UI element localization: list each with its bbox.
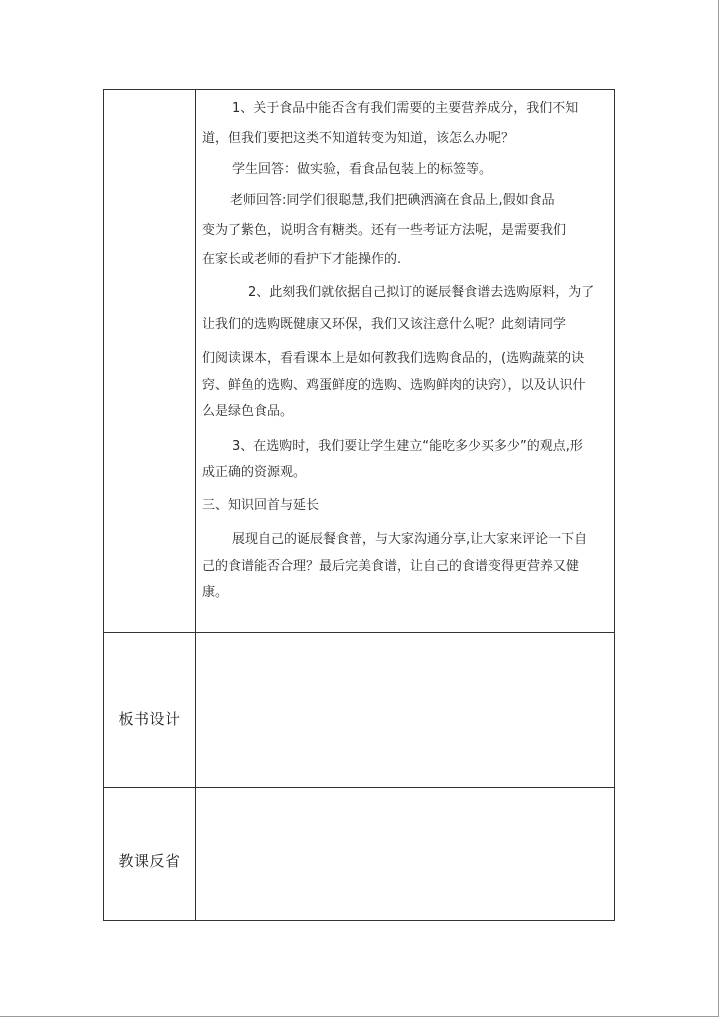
section-3-line-3: 康。: [202, 585, 229, 600]
teacher-answer-line-2: 变为了紫色，说明含有糖类。还有一些考证方法呢，是需要我们: [202, 223, 567, 238]
teaching-reflection-label: 教课反省: [118, 852, 181, 870]
question-1-line-2: 道，但我们要把这类不知道转变为知道，该怎么办呢？: [202, 131, 515, 146]
teacher-answer-line-3: 在家长或老师的看护下才能操作的.: [202, 252, 402, 267]
question-3-line-2: 成正确的资源观。: [202, 465, 307, 480]
section-3-line-2: 己的食谱能否合理？最后完美食谱，让自己的食谱变得更营养又健: [202, 559, 580, 574]
question-2-line-2: 让我们的选购既健康又环保，我们又该注意什么呢？此刻请同学: [202, 317, 567, 332]
question-2-line-5: 么是绿色食品。: [202, 404, 294, 419]
row-divider-reflection: [104, 787, 614, 788]
board-design-label: 板书设计: [118, 710, 181, 728]
question-2-line-3: 们阅读课本，看看课本上是如何教我们选购食品的，(选购蔬菜的诀: [202, 351, 585, 366]
question-2-line-4: 窍、鲜鱼的选购、鸡蛋鲜度的选购、选购鲜肉的诀窍），以及认识什: [202, 378, 586, 393]
section-3-line-1: 展现自己的诞辰餐食普，与大家沟通分享,让大家来评论一下自: [232, 532, 588, 547]
lesson-plan-table: [103, 89, 615, 921]
student-answer: 学生回答：做实验，看食品包装上的标签等。: [232, 162, 493, 177]
column-divider: [195, 90, 196, 920]
question-1-line-1: 1、关于食品中能否含有我们需要的主要营养成分，我们不知: [232, 101, 579, 116]
section-3-heading: 三、知识回首与延长: [202, 498, 320, 513]
question-2-line-1: 2、此刻我们就依据自己拟订的诞辰餐食谱去选购原料，为了: [248, 285, 595, 300]
row-divider-board: [104, 632, 614, 633]
teacher-answer-line-1: 老师回答:同学们很聪慧,我们把碘洒滴在食品上,假如食品: [230, 193, 555, 208]
question-3-line-1: 3、在选购时，我们要让学生建立“能吃多少买多少”的观点,形: [232, 439, 583, 454]
